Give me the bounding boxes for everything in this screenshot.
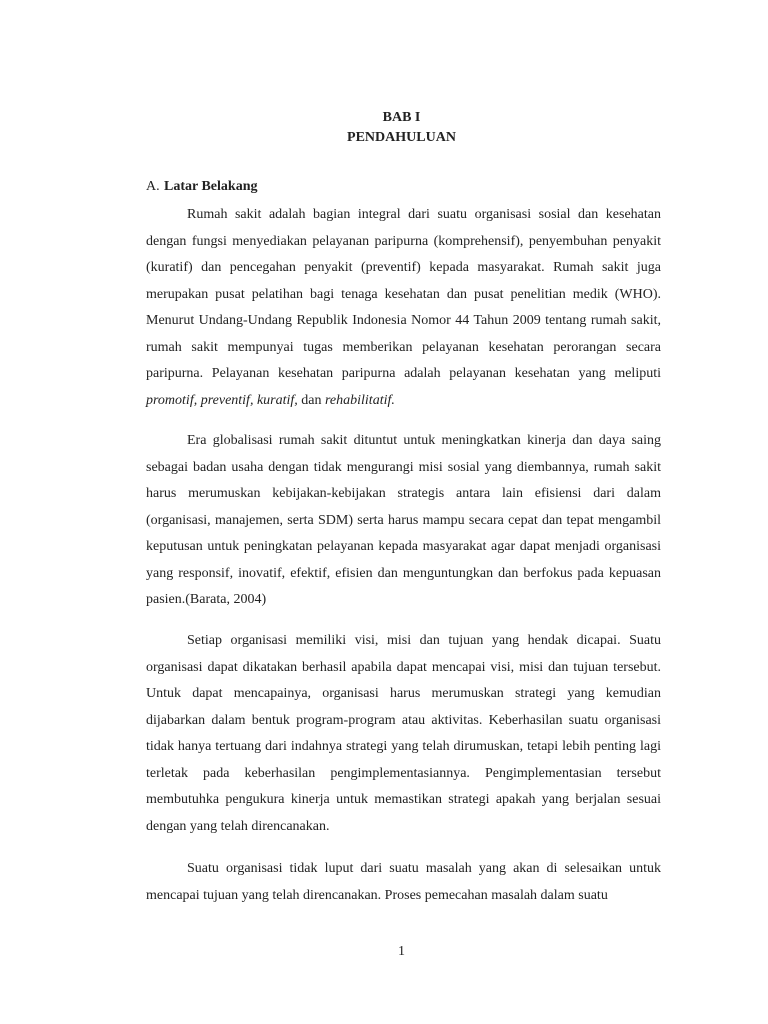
paragraph-4-text: Suatu organisasi tidak luput dari suatu masalah yang akan di selesaikan untuk mencapai tujuan yang telah direncanakan. Proses pemecahan masalah dalam suatu	[146, 861, 661, 903]
chapter-label: BAB I	[382, 110, 421, 125]
paragraph-1	[146, 202, 661, 414]
section-letter: A.	[146, 179, 160, 194]
paragraph-4	[146, 856, 661, 909]
paragraph-1-italic-last: rehabilitatif.	[325, 392, 395, 408]
page-number: 1	[398, 944, 405, 959]
paragraph-1-italic-terms: promotif, preventif, kuratif,	[146, 392, 298, 408]
paragraph-3	[146, 628, 661, 840]
section-heading	[146, 177, 257, 197]
paragraph-2-text: Era globalisasi rumah sakit dituntut untuk meningkatkan kinerja dan daya saing sebagai badan usaha dengan tidak mengurangi misi sosial yang diembannya, rumah sakit harus merumuskan kebijakan-kebijakan strategis antara lain efisiensi dari dalam (organisasi, manajemen, serta SDM) serta harus mampu secara cepat dan tepat mengambil keputusan untuk peningkatan pelayanan kepada masyarakat agar dapat menjadi organisasi yang responsif, inovatif, efektif, efisien dan menguntungkan dan berfokus pada kepuasan pasien.(Barata, 2004)	[146, 433, 661, 607]
paragraph-1-text	[146, 202, 661, 414]
paragraph-1-body: Rumah sakit adalah bagian integral dari suatu organisasi sosial dan kesehatan dengan fungsi menyediakan pelayanan paripurna (komprehensif), penyembuhan penyakit (kuratif) dan pencegahan penyakit (preventif) kepada masyarakat. Rumah sakit juga merupakan pusat pelatihan bagi tenaga kesehatan dan pusat penelitian medik (WHO). Menurut Undang-Undang Republik Indonesia Nomor 44 Tahun 2009 tentang rumah sakit, rumah sakit mempunyai tugas memberikan pelayanan kesehatan perorangan secara paripurna. Pelayanan kesehatan paripurna adalah pelayanan kesehatan yang meliputi	[146, 207, 661, 381]
section-title: Latar Belakang	[164, 179, 258, 194]
paragraph-2	[146, 428, 661, 614]
chapter-title: PENDAHULUAN	[347, 130, 456, 145]
paragraph-1-connector: dan	[297, 392, 325, 408]
paragraph-3-text: Setiap organisasi memiliki visi, misi dan tujuan yang hendak dicapai. Suatu organisasi dapat dikatakan berhasil apabila dapat mencapai visi, misi dan tujuan tersebut. Untuk dapat mencapainya, organisasi harus merumuskan strategi yang kemudian dijabarkan dalam bentuk program-program atau aktivitas. Keberhasilan suatu organisasi tidak hanya tertuang dari indahnya strategi yang telah dirumuskan, tetapi lebih penting lagi terletak pada keberhasilan pengimplementasiannya. Pengimplementasian tersebut membutuhka pengukura kinerja untuk memastikan strategi apakah yang berjalan sesuai dengan yang telah direncanakan.	[146, 633, 661, 834]
